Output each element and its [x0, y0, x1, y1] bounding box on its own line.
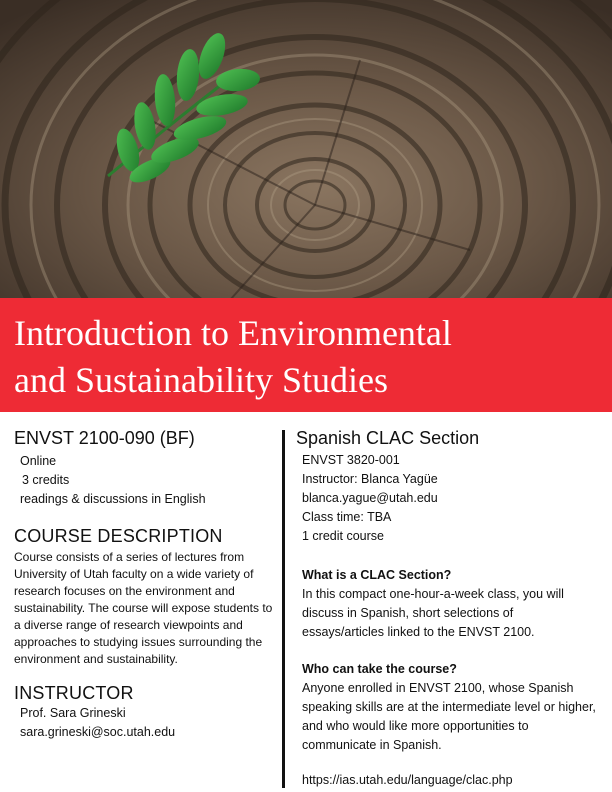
- clac-instructor-email[interactable]: blanca.yague@utah.edu: [302, 491, 438, 505]
- clac-details: [296, 451, 596, 546]
- clac-what-section: [296, 566, 596, 642]
- title-banner: [0, 298, 612, 412]
- clac-question-who: Who can take the course?: [302, 662, 457, 676]
- description-heading: COURSE DESCRIPTION: [14, 526, 223, 546]
- course-title: Introduction to Environmental and Sustainability Studies: [14, 313, 452, 400]
- tree-stump-rings-photo: [0, 0, 612, 300]
- clac-link-row: [296, 771, 596, 790]
- instructor-heading: INSTRUCTOR: [14, 683, 134, 703]
- course-details: [14, 452, 276, 509]
- clac-course-code: ENVST 3820-001: [302, 453, 400, 467]
- course-credits: 3 credits: [22, 473, 70, 487]
- clac-credits: 1 credit course: [302, 529, 384, 543]
- clac-question-what: What is a CLAC Section?: [302, 568, 452, 582]
- hero-photo: [0, 0, 612, 300]
- course-info-column: [14, 426, 276, 742]
- clac-who-section: [296, 660, 596, 755]
- clac-answer-who: Anyone enrolled in ENVST 2100, whose Spanish speaking skills are at the intermediate level or higher, and who would like more opportunities to communicate in Spanish.: [302, 681, 596, 752]
- course-format: Online: [20, 454, 57, 468]
- clac-instructor: Instructor: Blanca Yagüe: [302, 472, 438, 486]
- clac-section-column: [296, 426, 596, 790]
- instructor-info: [14, 704, 276, 742]
- clac-answer-what: In this compact one-hour-a-week class, you will discuss in Spanish, short selections of essays/articles linked to the ENVST 2100.: [302, 587, 564, 639]
- instructor-email[interactable]: sara.grineski@soc.utah.edu: [20, 725, 176, 739]
- course-description: Course consists of a series of lectures from University of Utah faculty on a wide variety of research focuses on the environment and sustainability. The course will expose students to a diverse range of research viewpoints and approaches to studying issues surrounding the environment and sustainability.: [14, 550, 273, 666]
- course-language: readings & discussions in English: [20, 492, 206, 506]
- clac-heading: Spanish CLAC Section: [296, 428, 480, 448]
- clac-class-time: Class time: TBA: [302, 510, 392, 524]
- instructor-name: Prof. Sara Grineski: [20, 706, 126, 720]
- column-divider: [282, 430, 285, 788]
- clac-url-link[interactable]: https://ias.utah.edu/language/clac.php: [302, 773, 513, 787]
- course-code: ENVST 2100-090 (BF): [14, 428, 195, 448]
